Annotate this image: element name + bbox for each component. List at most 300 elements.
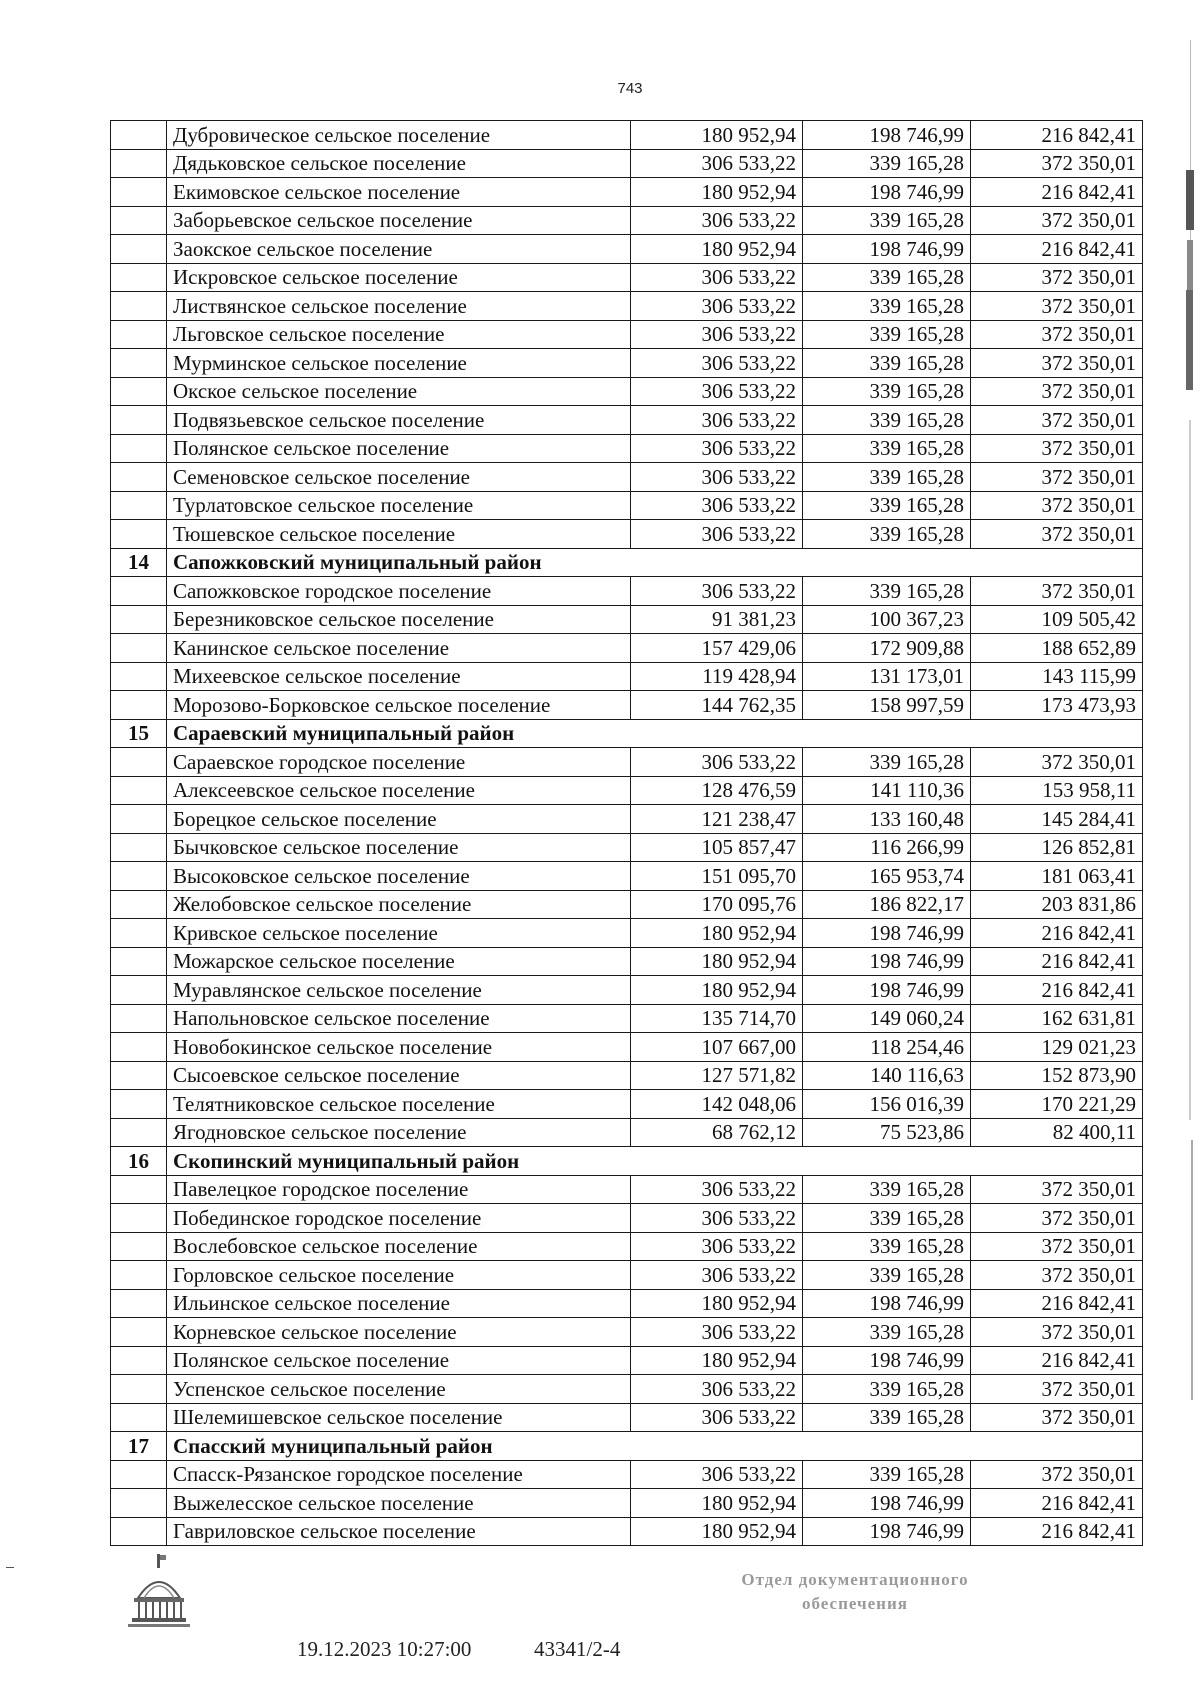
settlement-row <box>111 947 1143 976</box>
value-1: 180 952,94 <box>631 1346 803 1375</box>
row-index-cell <box>111 263 167 292</box>
value-3: 145 284,41 <box>971 805 1143 834</box>
settlement-row <box>111 149 1143 178</box>
row-index-cell <box>111 1004 167 1033</box>
value-1: 306 533,22 <box>631 1460 803 1489</box>
scan-left-mark <box>6 1567 14 1568</box>
value-1: 151 095,70 <box>631 862 803 891</box>
value-1: 180 952,94 <box>631 947 803 976</box>
value-3: 372 350,01 <box>971 349 1143 378</box>
value-2: 118 254,46 <box>803 1033 971 1062</box>
settlement-row <box>111 1061 1143 1090</box>
value-2: 339 165,28 <box>803 577 971 606</box>
settlement-name: Канинское сельское поселение <box>167 634 631 663</box>
value-1: 306 533,22 <box>631 1375 803 1404</box>
settlement-name: Сараевское городское поселение <box>167 748 631 777</box>
value-2: 339 165,28 <box>803 463 971 492</box>
row-index-cell <box>111 1175 167 1204</box>
value-2: 100 367,23 <box>803 605 971 634</box>
value-2: 198 746,99 <box>803 976 971 1005</box>
value-3: 372 350,01 <box>971 1460 1143 1489</box>
empty-cell <box>971 1147 1143 1176</box>
settlement-row <box>111 121 1143 150</box>
value-2: 149 060,24 <box>803 1004 971 1033</box>
district-name: Сараевский муниципальный район <box>167 719 631 748</box>
settlement-name: Побединское городское поселение <box>167 1204 631 1233</box>
value-2: 172 909,88 <box>803 634 971 663</box>
page-number: 743 <box>617 80 643 97</box>
settlement-name: Михеевское сельское поселение <box>167 662 631 691</box>
scan-edge-marks <box>1182 40 1196 1440</box>
value-2: 339 165,28 <box>803 377 971 406</box>
empty-cell <box>971 548 1143 577</box>
value-2: 198 746,99 <box>803 178 971 207</box>
settlement-name: Мурминское сельское поселение <box>167 349 631 378</box>
settlement-row <box>111 1204 1143 1233</box>
row-index-cell <box>111 976 167 1005</box>
value-1: 306 533,22 <box>631 577 803 606</box>
row-index-cell <box>111 1232 167 1261</box>
district-number: 15 <box>111 719 167 748</box>
settlement-row <box>111 463 1143 492</box>
settlement-name: Полянское сельское поселение <box>167 434 631 463</box>
row-index-cell <box>111 691 167 720</box>
value-1: 127 571,82 <box>631 1061 803 1090</box>
value-1: 180 952,94 <box>631 919 803 948</box>
row-index-cell <box>111 1118 167 1147</box>
settlement-name: Борецкое сельское поселение <box>167 805 631 834</box>
settlement-name: Заокское сельское поселение <box>167 235 631 264</box>
settlement-name: Вослебовское сельское поселение <box>167 1232 631 1261</box>
settlement-row <box>111 1118 1143 1147</box>
value-1: 306 533,22 <box>631 263 803 292</box>
row-index-cell <box>111 1204 167 1233</box>
value-3: 126 852,81 <box>971 833 1143 862</box>
row-index-cell <box>111 349 167 378</box>
settlement-name: Сысоевское сельское поселение <box>167 1061 631 1090</box>
settlement-name: Напольновское сельское поселение <box>167 1004 631 1033</box>
value-1: 306 533,22 <box>631 320 803 349</box>
value-3: 173 473,93 <box>971 691 1143 720</box>
row-index-cell <box>111 178 167 207</box>
row-index-cell <box>111 776 167 805</box>
value-1: 306 533,22 <box>631 520 803 549</box>
settlement-row <box>111 662 1143 691</box>
value-1: 306 533,22 <box>631 149 803 178</box>
settlement-row <box>111 1232 1143 1261</box>
value-2: 339 165,28 <box>803 434 971 463</box>
row-index-cell <box>111 520 167 549</box>
district-number: 17 <box>111 1432 167 1461</box>
settlement-row <box>111 833 1143 862</box>
value-2: 198 746,99 <box>803 121 971 150</box>
value-3: 216 842,41 <box>971 235 1143 264</box>
settlement-name: Новобокинское сельское поселение <box>167 1033 631 1062</box>
row-index-cell <box>111 491 167 520</box>
settlement-name: Подвязьевское сельское поселение <box>167 406 631 435</box>
row-index-cell <box>111 890 167 919</box>
settlement-name: Искровское сельское поселение <box>167 263 631 292</box>
value-3: 372 350,01 <box>971 1318 1143 1347</box>
settlement-name: Можарское сельское поселение <box>167 947 631 976</box>
row-index-cell <box>111 1489 167 1518</box>
value-1: 306 533,22 <box>631 1261 803 1290</box>
district-row <box>111 1432 1143 1461</box>
district-number: 14 <box>111 548 167 577</box>
settlement-row <box>111 890 1143 919</box>
row-index-cell <box>111 862 167 891</box>
value-3: 372 350,01 <box>971 520 1143 549</box>
empty-cell <box>631 548 803 577</box>
value-3: 143 115,99 <box>971 662 1143 691</box>
value-1: 180 952,94 <box>631 1289 803 1318</box>
value-3: 372 350,01 <box>971 377 1143 406</box>
value-2: 131 173,01 <box>803 662 971 691</box>
empty-cell <box>971 719 1143 748</box>
value-3: 372 350,01 <box>971 206 1143 235</box>
value-3: 372 350,01 <box>971 406 1143 435</box>
settlement-row <box>111 691 1143 720</box>
value-1: 306 533,22 <box>631 1403 803 1432</box>
value-3: 203 831,86 <box>971 890 1143 919</box>
settlement-row <box>111 605 1143 634</box>
settlements-table <box>110 120 1143 1546</box>
settlement-name: Турлатовское сельское поселение <box>167 491 631 520</box>
value-1: 119 428,94 <box>631 662 803 691</box>
value-2: 339 165,28 <box>803 149 971 178</box>
settlement-name: Дубровическое сельское поселение <box>167 121 631 150</box>
value-3: 372 350,01 <box>971 292 1143 321</box>
value-2: 141 110,36 <box>803 776 971 805</box>
value-2: 133 160,48 <box>803 805 971 834</box>
empty-cell <box>631 1147 803 1176</box>
settlement-name: Корневское сельское поселение <box>167 1318 631 1347</box>
settlement-row <box>111 349 1143 378</box>
settlement-name: Алексеевское сельское поселение <box>167 776 631 805</box>
value-2: 198 746,99 <box>803 947 971 976</box>
value-1: 306 533,22 <box>631 349 803 378</box>
value-3: 372 350,01 <box>971 491 1143 520</box>
district-name: Сапожковский муниципальный район <box>167 548 631 577</box>
value-1: 105 857,47 <box>631 833 803 862</box>
settlement-name: Гавриловское сельское поселение <box>167 1517 631 1546</box>
settlement-name: Шелемишевское сельское поселение <box>167 1403 631 1432</box>
district-name: Спасский муниципальный район <box>167 1432 631 1461</box>
value-2: 339 165,28 <box>803 292 971 321</box>
settlement-row <box>111 1403 1143 1432</box>
stamp-line-1: Отдел документационного <box>741 1570 969 1589</box>
value-3: 216 842,41 <box>971 1489 1143 1518</box>
settlement-row <box>111 1318 1143 1347</box>
value-2: 339 165,28 <box>803 1232 971 1261</box>
value-1: 68 762,12 <box>631 1118 803 1147</box>
row-index-cell <box>111 919 167 948</box>
settlement-row <box>111 406 1143 435</box>
row-index-cell <box>111 605 167 634</box>
district-row <box>111 548 1143 577</box>
row-index-cell <box>111 1346 167 1375</box>
settlement-row <box>111 491 1143 520</box>
settlement-name: Березниковское сельское поселение <box>167 605 631 634</box>
value-1: 128 476,59 <box>631 776 803 805</box>
value-1: 306 533,22 <box>631 748 803 777</box>
value-2: 339 165,28 <box>803 1261 971 1290</box>
settlement-row <box>111 520 1143 549</box>
row-index-cell <box>111 292 167 321</box>
row-index-cell <box>111 206 167 235</box>
value-2: 339 165,28 <box>803 520 971 549</box>
district-name: Скопинский муниципальный район <box>167 1147 631 1176</box>
value-2: 198 746,99 <box>803 1489 971 1518</box>
settlement-row <box>111 1090 1143 1119</box>
value-1: 144 762,35 <box>631 691 803 720</box>
settlement-row <box>111 292 1143 321</box>
value-3: 372 350,01 <box>971 1375 1143 1404</box>
value-1: 142 048,06 <box>631 1090 803 1119</box>
value-3: 372 350,01 <box>971 1261 1143 1290</box>
empty-cell <box>631 719 803 748</box>
row-index-cell <box>111 235 167 264</box>
value-3: 372 350,01 <box>971 263 1143 292</box>
value-3: 188 652,89 <box>971 634 1143 663</box>
settlement-name: Телятниковское сельское поселение <box>167 1090 631 1119</box>
row-index-cell <box>111 463 167 492</box>
value-3: 216 842,41 <box>971 919 1143 948</box>
settlement-name: Ягодновское сельское поселение <box>167 1118 631 1147</box>
value-2: 75 523,86 <box>803 1118 971 1147</box>
settlement-row <box>111 805 1143 834</box>
settlement-row <box>111 1460 1143 1489</box>
value-1: 306 533,22 <box>631 1204 803 1233</box>
value-3: 372 350,01 <box>971 1175 1143 1204</box>
row-index-cell <box>111 1090 167 1119</box>
value-1: 135 714,70 <box>631 1004 803 1033</box>
district-row <box>111 719 1143 748</box>
settlement-name: Муравлянское сельское поселение <box>167 976 631 1005</box>
value-1: 180 952,94 <box>631 976 803 1005</box>
settlement-row <box>111 1033 1143 1062</box>
settlement-row <box>111 235 1143 264</box>
settlement-row <box>111 1289 1143 1318</box>
value-3: 109 505,42 <box>971 605 1143 634</box>
value-3: 216 842,41 <box>971 976 1143 1005</box>
row-index-cell <box>111 377 167 406</box>
settlement-name: Желобовское сельское поселение <box>167 890 631 919</box>
empty-cell <box>631 1432 803 1461</box>
settlement-name: Кривское сельское поселение <box>167 919 631 948</box>
value-1: 180 952,94 <box>631 121 803 150</box>
value-1: 306 533,22 <box>631 434 803 463</box>
row-index-cell <box>111 1517 167 1546</box>
value-3: 372 350,01 <box>971 748 1143 777</box>
value-3: 129 021,23 <box>971 1033 1143 1062</box>
settlement-name: Выжелесское сельское поселение <box>167 1489 631 1518</box>
value-2: 339 165,28 <box>803 1460 971 1489</box>
settlement-row <box>111 862 1143 891</box>
value-2: 339 165,28 <box>803 1204 971 1233</box>
row-index-cell <box>111 406 167 435</box>
value-1: 180 952,94 <box>631 1489 803 1518</box>
value-2: 140 116,63 <box>803 1061 971 1090</box>
settlement-row <box>111 976 1143 1005</box>
footer-doc-number: 43341/2-4 <box>534 1637 621 1661</box>
row-index-cell <box>111 434 167 463</box>
value-1: 157 429,06 <box>631 634 803 663</box>
value-2: 116 266,99 <box>803 833 971 862</box>
settlement-row <box>111 1517 1143 1546</box>
settlement-row <box>111 434 1143 463</box>
value-1: 107 667,00 <box>631 1033 803 1062</box>
value-1: 306 533,22 <box>631 491 803 520</box>
value-1: 121 238,47 <box>631 805 803 834</box>
row-index-cell <box>111 805 167 834</box>
duma-emblem-icon <box>124 1552 194 1642</box>
settlement-name: Высоковское сельское поселение <box>167 862 631 891</box>
settlement-row <box>111 748 1143 777</box>
value-1: 180 952,94 <box>631 178 803 207</box>
settlement-row <box>111 577 1143 606</box>
value-1: 180 952,94 <box>631 1517 803 1546</box>
value-3: 152 873,90 <box>971 1061 1143 1090</box>
settlement-row <box>111 320 1143 349</box>
value-2: 186 822,17 <box>803 890 971 919</box>
settlement-name: Тюшевское сельское поселение <box>167 520 631 549</box>
department-stamp <box>705 1568 1005 1616</box>
district-row <box>111 1147 1143 1176</box>
settlement-row <box>111 634 1143 663</box>
value-2: 165 953,74 <box>803 862 971 891</box>
row-index-cell <box>111 947 167 976</box>
value-3: 216 842,41 <box>971 1346 1143 1375</box>
empty-cell <box>803 1432 971 1461</box>
row-index-cell <box>111 833 167 862</box>
row-index-cell <box>111 1403 167 1432</box>
value-2: 339 165,28 <box>803 1175 971 1204</box>
value-2: 339 165,28 <box>803 748 971 777</box>
value-3: 153 958,11 <box>971 776 1143 805</box>
value-3: 372 350,01 <box>971 463 1143 492</box>
row-index-cell <box>111 1061 167 1090</box>
row-index-cell <box>111 1375 167 1404</box>
empty-cell <box>803 1147 971 1176</box>
settlement-name: Льговское сельское поселение <box>167 320 631 349</box>
value-2: 158 997,59 <box>803 691 971 720</box>
settlement-name: Полянское сельское поселение <box>167 1346 631 1375</box>
settlement-row <box>111 1175 1143 1204</box>
value-3: 82 400,11 <box>971 1118 1143 1147</box>
row-index-cell <box>111 748 167 777</box>
settlement-name: Екимовское сельское поселение <box>167 178 631 207</box>
value-2: 156 016,39 <box>803 1090 971 1119</box>
value-2: 198 746,99 <box>803 1346 971 1375</box>
value-1: 91 381,23 <box>631 605 803 634</box>
value-2: 198 746,99 <box>803 1517 971 1546</box>
settlement-name: Бычковское сельское поселение <box>167 833 631 862</box>
district-number: 16 <box>111 1147 167 1176</box>
settlement-row <box>111 1346 1143 1375</box>
value-1: 170 095,76 <box>631 890 803 919</box>
value-3: 372 350,01 <box>971 149 1143 178</box>
value-2: 339 165,28 <box>803 1403 971 1432</box>
value-1: 306 533,22 <box>631 1318 803 1347</box>
settlement-row <box>111 1004 1143 1033</box>
row-index-cell <box>111 320 167 349</box>
value-2: 339 165,28 <box>803 206 971 235</box>
value-2: 339 165,28 <box>803 320 971 349</box>
value-1: 306 533,22 <box>631 377 803 406</box>
value-2: 339 165,28 <box>803 1318 971 1347</box>
settlement-name: Семеновское сельское поселение <box>167 463 631 492</box>
value-1: 306 533,22 <box>631 463 803 492</box>
settlement-name: Горловское сельское поселение <box>167 1261 631 1290</box>
row-index-cell <box>111 1318 167 1347</box>
value-3: 372 350,01 <box>971 1403 1143 1432</box>
value-1: 306 533,22 <box>631 1175 803 1204</box>
footer-datetime: 19.12.2023 10:27:00 <box>297 1637 472 1661</box>
settlement-name: Морозово-Борковское сельское поселение <box>167 691 631 720</box>
value-2: 339 165,28 <box>803 491 971 520</box>
settlement-row <box>111 776 1143 805</box>
row-index-cell <box>111 1033 167 1062</box>
settlement-row <box>111 377 1143 406</box>
value-1: 180 952,94 <box>631 235 803 264</box>
value-1: 306 533,22 <box>631 292 803 321</box>
value-1: 306 533,22 <box>631 1232 803 1261</box>
settlement-name: Заборьевское сельское поселение <box>167 206 631 235</box>
value-3: 216 842,41 <box>971 947 1143 976</box>
settlement-row <box>111 178 1143 207</box>
settlement-row <box>111 1375 1143 1404</box>
empty-cell <box>971 1432 1143 1461</box>
empty-cell <box>803 548 971 577</box>
settlement-name: Ильинское сельское поселение <box>167 1289 631 1318</box>
value-3: 216 842,41 <box>971 1517 1143 1546</box>
settlement-name: Успенское сельское поселение <box>167 1375 631 1404</box>
value-3: 372 350,01 <box>971 434 1143 463</box>
settlement-row <box>111 206 1143 235</box>
row-index-cell <box>111 577 167 606</box>
value-2: 339 165,28 <box>803 1375 971 1404</box>
value-2: 339 165,28 <box>803 349 971 378</box>
value-1: 306 533,22 <box>631 206 803 235</box>
settlement-name: Спасск-Рязанское городское поселение <box>167 1460 631 1489</box>
empty-cell <box>803 719 971 748</box>
row-index-cell <box>111 1460 167 1489</box>
value-3: 216 842,41 <box>971 1289 1143 1318</box>
settlement-name: Дядьковское сельское поселение <box>167 149 631 178</box>
value-2: 339 165,28 <box>803 263 971 292</box>
row-index-cell <box>111 1261 167 1290</box>
settlement-name: Листвянское сельское поселение <box>167 292 631 321</box>
settlement-row <box>111 919 1143 948</box>
value-3: 372 350,01 <box>971 1232 1143 1261</box>
settlement-name: Сапожковское городское поселение <box>167 577 631 606</box>
settlement-name: Окское сельское поселение <box>167 377 631 406</box>
value-3: 372 350,01 <box>971 577 1143 606</box>
value-1: 306 533,22 <box>631 406 803 435</box>
value-3: 372 350,01 <box>971 320 1143 349</box>
value-3: 216 842,41 <box>971 178 1143 207</box>
table-body <box>111 121 1143 1546</box>
value-3: 181 063,41 <box>971 862 1143 891</box>
row-index-cell <box>111 662 167 691</box>
value-3: 216 842,41 <box>971 121 1143 150</box>
value-2: 198 746,99 <box>803 919 971 948</box>
row-index-cell <box>111 1289 167 1318</box>
settlement-name: Павелецкое городское поселение <box>167 1175 631 1204</box>
row-index-cell <box>111 634 167 663</box>
row-index-cell <box>111 149 167 178</box>
